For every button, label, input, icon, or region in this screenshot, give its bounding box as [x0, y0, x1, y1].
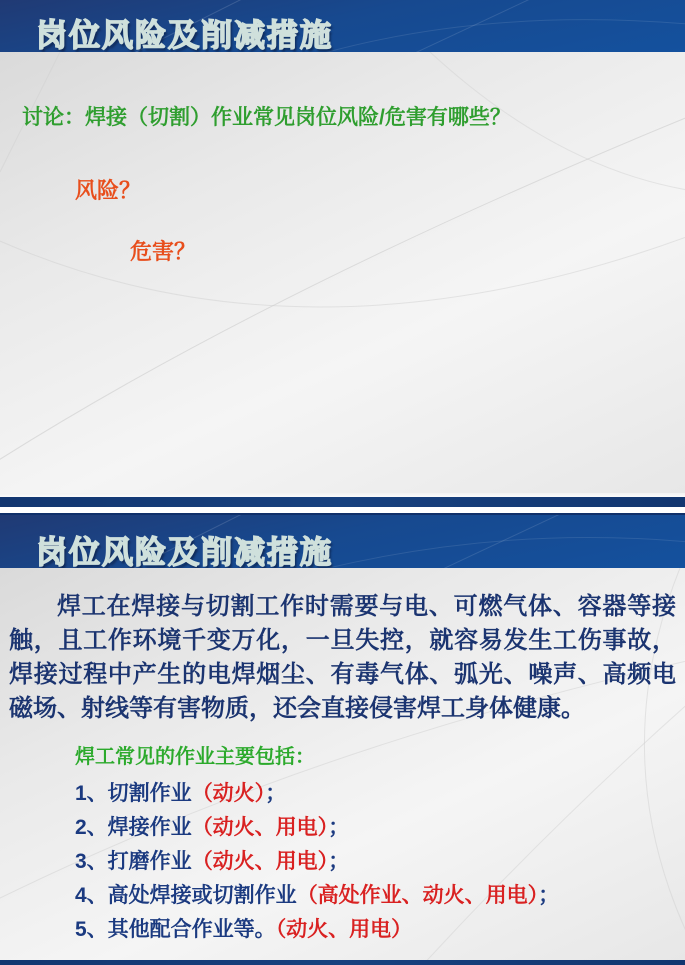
list-item-paren: （动火、用电） — [191, 850, 329, 873]
slide-2-header — [0, 513, 685, 568]
list-item — [75, 777, 559, 811]
slide-1-footer-bar — [0, 497, 685, 507]
slide-2-title: 岗位风险及削减措施 — [36, 535, 333, 568]
intro-paragraph: 焊工在焊接与切割工作时需要与电、可燃气体、容器等接触，且工作环境千变万化，一旦失控，就容易发生工伤事故，焊接过程中产生的电焊烟尘、有毒气体、弧光、噪声、高频电磁场、射线等有害物质，还会直接侵害焊工身体健康。 — [9, 593, 676, 722]
list-item-tail: ； — [328, 850, 350, 873]
list-item — [75, 845, 559, 879]
list-item — [75, 811, 559, 845]
list-item-main: 5、其他配合作业等。 — [75, 918, 276, 941]
slide-2 — [0, 513, 685, 965]
slide-1-header — [0, 0, 685, 52]
list-item-main: 2、焊接作业 — [75, 816, 192, 839]
slide-2-body — [0, 568, 685, 960]
list-item-main: 4、高处焊接或切割作业 — [75, 884, 297, 907]
list-item-paren: （动火、用电） — [191, 816, 329, 839]
slide-1-body — [0, 52, 685, 493]
list-item-paren: （动火、用电） — [275, 918, 413, 941]
work-list-heading: 焊工常见的作业主要包括： — [75, 746, 315, 768]
slide-1-title: 岗位风险及削减措施 — [36, 18, 333, 52]
list-item — [75, 913, 559, 947]
risk-question: 风险？ — [75, 178, 142, 203]
list-item-paren: （动火） — [191, 782, 266, 805]
list-item-tail: ； — [265, 782, 287, 805]
list-item — [75, 879, 559, 913]
slide-2-footer-bar — [0, 960, 685, 965]
discussion-question: 讨论：焊接（切割）作业常见岗位风险/危害有哪些？ — [22, 106, 511, 129]
list-item-paren: （高处作业、动火、用电） — [296, 884, 539, 907]
list-item-tail: ； — [328, 816, 350, 839]
list-item-main: 1、切割作业 — [75, 782, 192, 805]
hazard-question: 危害？ — [130, 239, 197, 264]
list-item-main: 3、打磨作业 — [75, 850, 192, 873]
work-list — [75, 777, 559, 947]
list-item-tail: ； — [538, 884, 560, 907]
